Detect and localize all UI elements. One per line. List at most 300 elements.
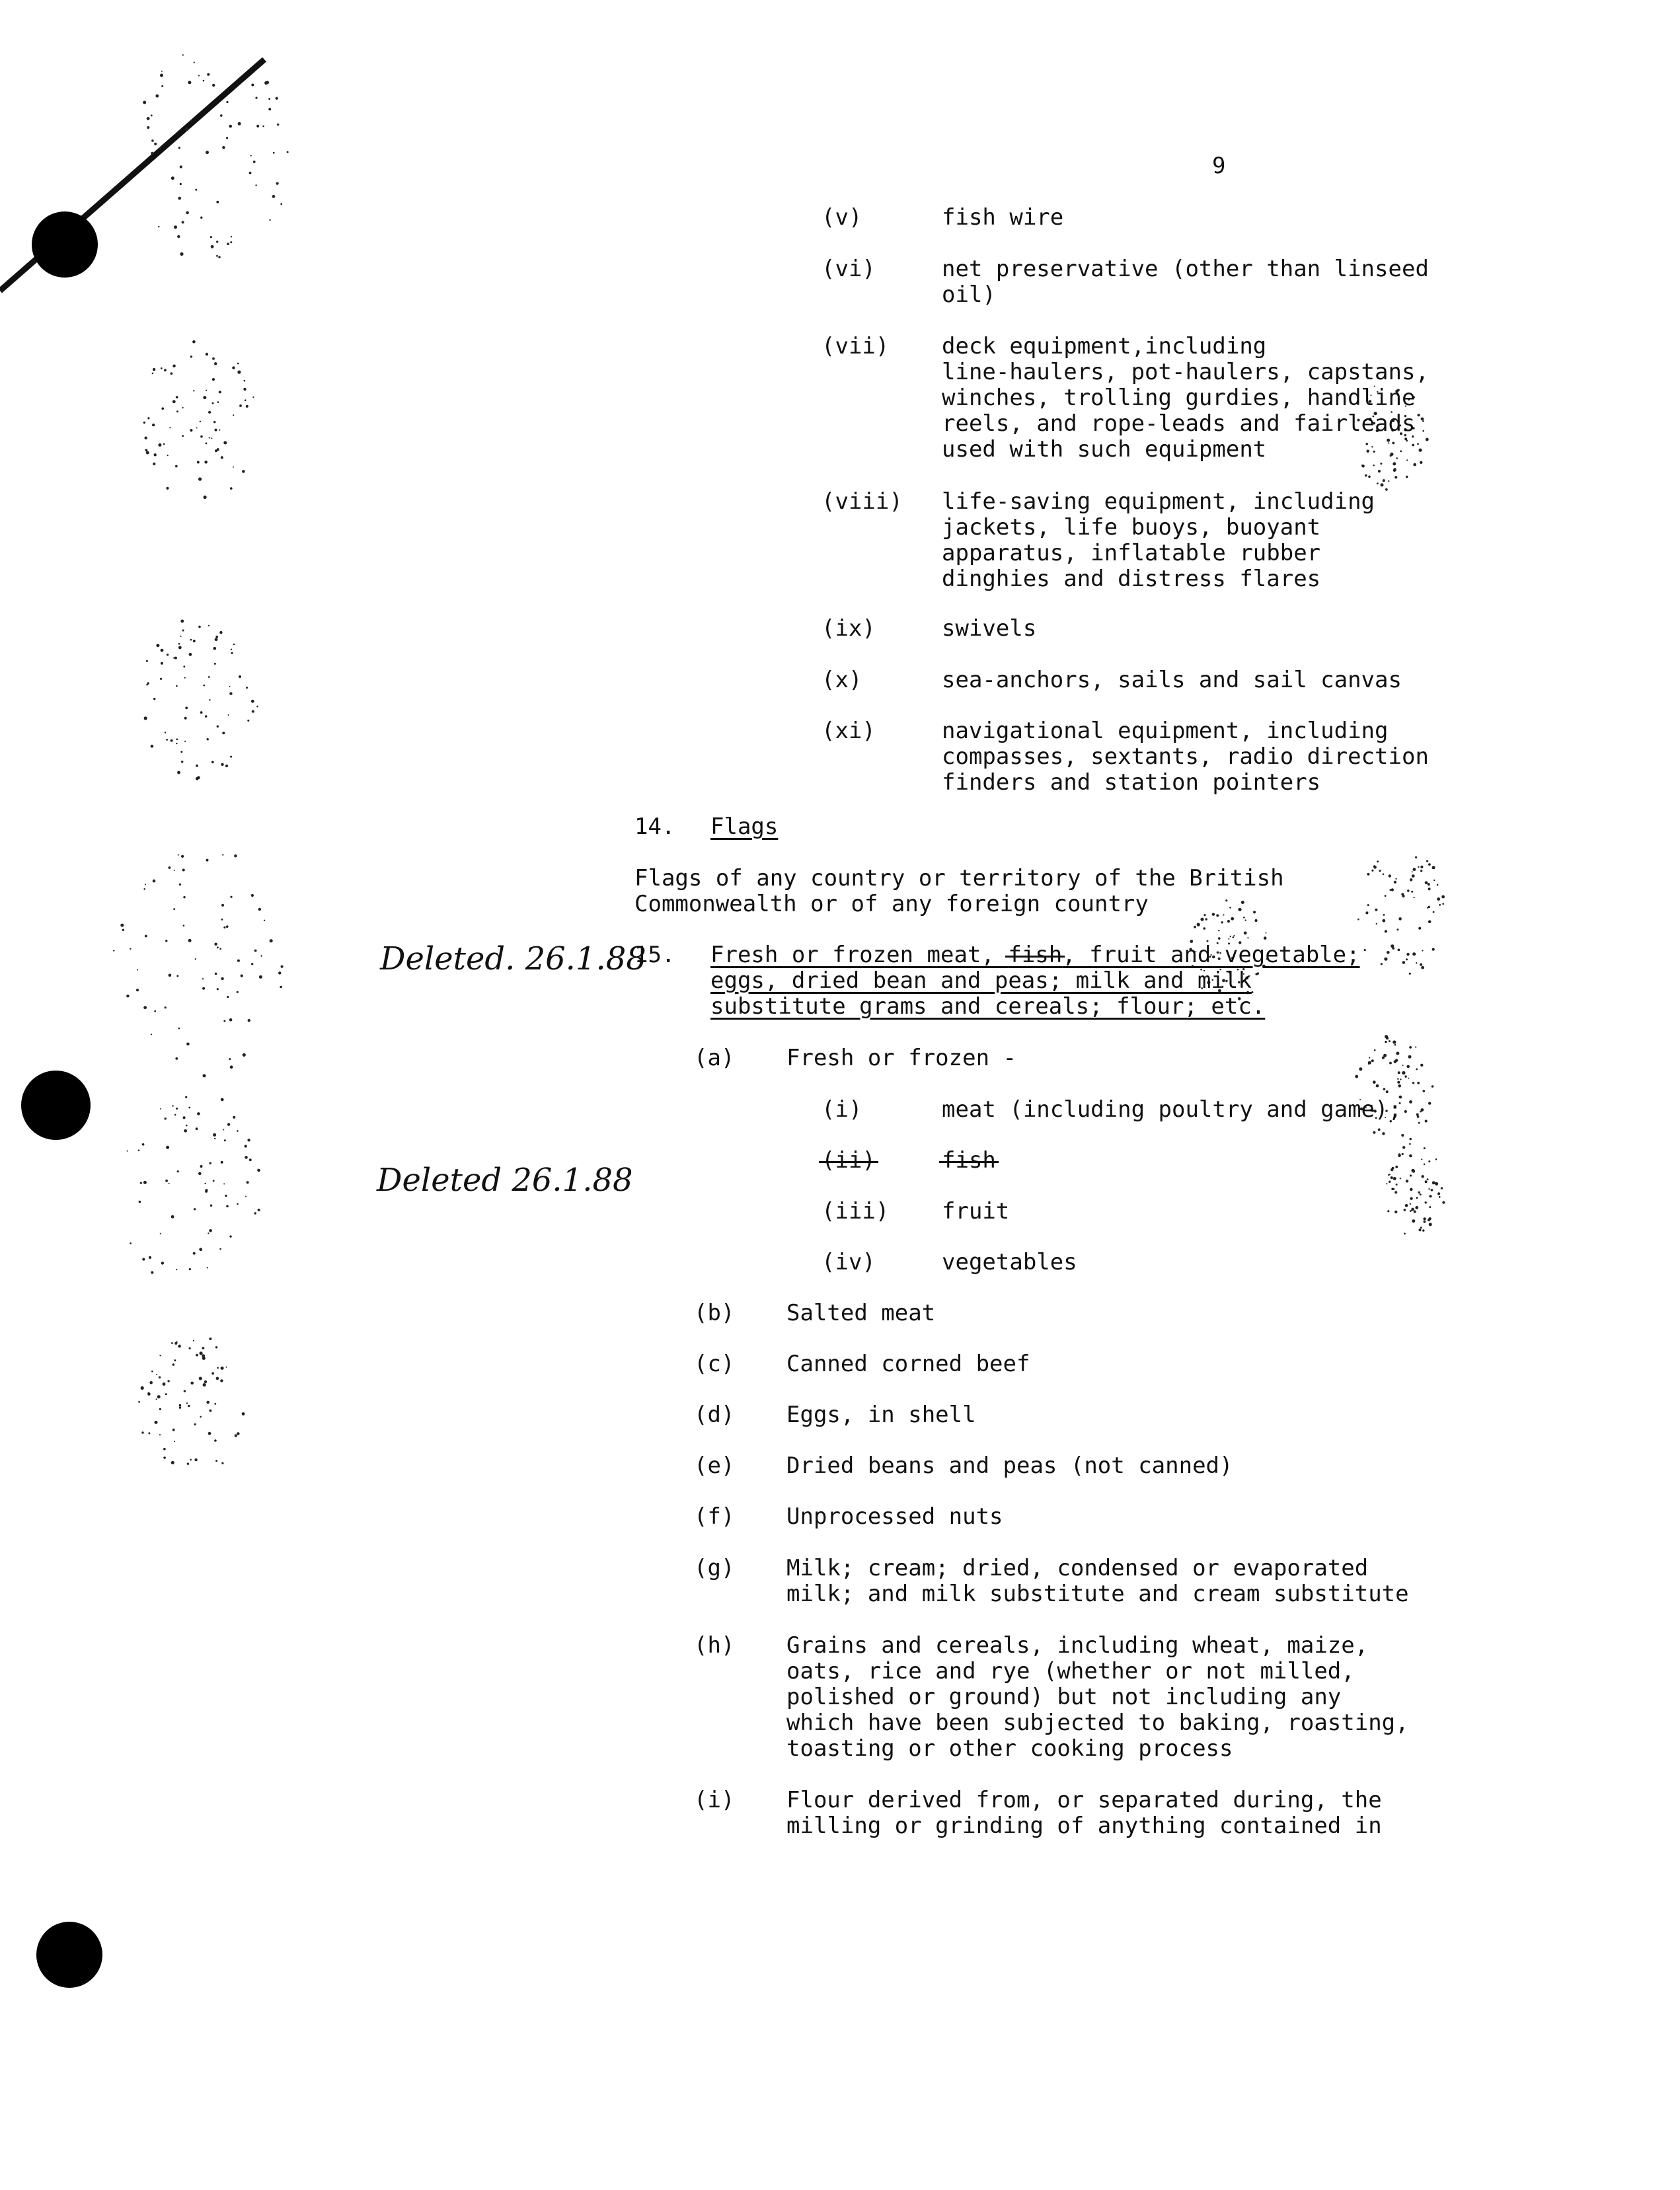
noise-speck [193,1340,194,1341]
noise-speck [1410,878,1412,881]
noise-speck [1425,1120,1428,1123]
noise-speck [1357,919,1359,921]
noise-speck [1227,920,1230,923]
noise-speck [221,1462,223,1464]
noise-speck [215,973,217,975]
item-text-line [942,1148,996,1174]
noise-speck [1398,1154,1401,1157]
noise-speck [217,726,219,728]
noise-speck [1428,1160,1430,1162]
noise-speck [272,195,276,198]
noise-speck [1257,972,1259,974]
noise-speck [229,692,232,695]
noise-speck [1391,888,1394,891]
noise-speck [1433,880,1435,881]
noise-speck [195,958,196,960]
noise-speck [1410,1188,1413,1191]
noise-speck [225,765,228,767]
noise-speck [1406,439,1408,441]
noise-speck [161,1262,164,1264]
noise-speck [1409,1100,1412,1104]
noise-speck [172,365,175,367]
noise-speck [169,974,172,977]
noise-speck [1394,1191,1397,1193]
noise-speck [243,1053,246,1057]
noise-speck [198,626,201,628]
noise-speck [1426,860,1428,862]
item-label: (f) [694,1503,735,1530]
noise-speck [159,1434,161,1435]
noise-speck [1441,1187,1443,1189]
noise-speck [137,969,138,971]
noise-speck [1420,1111,1422,1113]
noise-speck [1243,917,1245,919]
noise-speck [214,1403,216,1405]
noise-speck [1419,449,1422,452]
noise-speck [165,732,166,733]
noise-speck [171,176,174,180]
noise-speck [202,1354,205,1357]
noise-speck [1384,958,1387,961]
noise-speck [172,1105,173,1106]
noise-speck [158,443,161,447]
noise-speck [1404,1232,1406,1234]
noise-speck [227,996,229,998]
noise-speck [146,684,148,686]
noise-speck [1402,1146,1405,1149]
noise-speck [1428,921,1432,924]
noise-speck [190,639,192,641]
noise-speck [1389,1040,1391,1042]
noise-speck [1225,899,1227,901]
noise-speck [154,143,157,145]
noise-speck [278,971,281,974]
noise-speck [239,675,241,678]
noise-speck [171,372,173,375]
noise-speck [208,676,210,678]
noise-speck [1218,937,1221,940]
noise-speck [178,646,182,650]
noise-speck [211,1372,214,1375]
noise-speck [256,706,258,708]
item-text-line: swivels [942,615,1037,642]
noise-speck [176,975,178,977]
noise-speck [153,698,155,700]
noise-speck [161,367,163,369]
noise-speck [1396,457,1398,459]
noise-speck [259,975,262,979]
noise-speck [136,989,139,991]
noise-speck [208,1232,209,1234]
noise-speck [177,1170,179,1172]
noise-speck [151,152,153,155]
noise-speck [187,1462,189,1464]
noise-speck [165,940,167,942]
noise-speck [172,1363,175,1366]
noise-speck [1420,1227,1422,1228]
noise-speck [1391,1176,1393,1179]
noise-speck [247,1181,249,1184]
item-text-line: Salted meat [786,1300,936,1326]
noise-speck [183,665,185,667]
noise-speck [194,1423,196,1425]
noise-speck [217,401,219,403]
noise-speck [181,855,184,858]
noise-speck [237,1203,239,1205]
noise-speck [1418,414,1420,416]
noise-speck [1368,1063,1369,1065]
noise-speck [171,739,173,742]
noise-speck [186,1125,188,1127]
noise-speck [1415,1206,1418,1209]
noise-speck [194,61,195,63]
noise-speck [198,477,202,480]
noise-speck [178,147,180,149]
noise-speck [215,429,217,432]
noise-speck [215,1460,217,1462]
noise-speck [175,465,178,468]
noise-speck [154,1010,156,1012]
noise-speck [206,390,207,391]
noise-speck [174,225,177,229]
noise-speck [203,396,206,399]
noise-speck [1365,911,1368,914]
noise-speck [143,422,145,424]
noise-speck [173,908,175,910]
noise-speck [1381,963,1383,965]
section-15-heading-line: eggs, dried bean and peas; milk and milk [710,967,1252,994]
noise-speck [156,644,159,647]
noise-speck [270,939,273,942]
noise-speck [193,1252,196,1255]
noise-speck [217,988,219,990]
noise-speck [214,362,217,365]
noise-speck [1212,913,1215,916]
noise-speck [1439,1196,1441,1198]
noise-speck [246,405,248,408]
noise-speck [189,1268,191,1270]
noise-speck [1393,1040,1396,1043]
noise-speck [1428,863,1431,866]
noise-speck [230,487,233,490]
noise-speck [221,904,224,907]
noise-speck [190,1382,194,1385]
noise-speck [217,448,219,451]
noise-speck [1396,1184,1398,1186]
noise-speck [242,470,245,473]
noise-speck [178,197,181,200]
noise-speck [1425,881,1428,884]
noise-speck [122,929,124,931]
noise-speck [237,1130,239,1132]
noise-speck [226,1205,229,1208]
noise-speck [1359,1067,1362,1071]
noise-speck [151,1271,153,1274]
noise-speck [144,716,147,720]
noise-speck [227,1123,230,1125]
noise-speck [1418,1122,1420,1124]
item-text-line: oats, rice and rye (whether or not milled, [786,1658,1355,1684]
noise-speck [1373,451,1375,453]
noise-speck [165,1393,167,1395]
noise-speck [186,1402,188,1404]
noise-speck [217,946,219,948]
noise-speck [221,1098,224,1102]
noise-speck [1410,1203,1411,1205]
noise-speck [141,1386,144,1390]
noise-speck [147,117,150,120]
noise-speck [174,657,177,660]
noise-speck [143,1181,147,1184]
noise-speck [1435,1158,1437,1160]
noise-speck [166,487,169,490]
noise-speck [203,1074,206,1077]
noise-speck [237,960,240,962]
noise-speck [180,165,182,168]
noise-speck [248,1019,250,1022]
section-15-heading-line: substitute grams and cereals; flour; etc. [710,993,1266,1020]
noise-speck [234,854,237,857]
noise-speck [1398,1071,1400,1074]
item-label: (i) [694,1787,735,1813]
noise-speck [256,125,259,128]
noise-speck [182,407,184,408]
noise-speck [165,1117,167,1119]
noise-speck [264,81,268,85]
noise-speck [1383,479,1385,482]
noise-speck [1231,917,1234,921]
noise-speck [229,1058,231,1060]
noise-speck [1241,901,1244,904]
noise-speck [204,1380,207,1383]
noise-speck [120,924,124,927]
noise-speck [1442,1201,1445,1204]
noise-speck [197,461,200,464]
noise-speck [169,866,171,869]
noise-speck [146,660,148,662]
noise-speck [1425,1201,1427,1203]
item-text-line: jackets, life buoys, buoyant [942,514,1321,541]
noise-speck [276,97,278,100]
noise-speck [1406,1180,1408,1182]
noise-speck [1388,480,1389,482]
noise-speck [1367,904,1369,906]
item-text-line: milling or grinding of anything contained in [786,1813,1382,1839]
noise-speck [160,1233,161,1234]
noise-speck [246,687,248,689]
noise-speck [253,161,256,163]
noise-speck [151,114,153,116]
noise-speck [1410,1197,1412,1200]
noise-speck [1393,1188,1394,1190]
noise-speck [268,98,270,100]
noise-speck [1197,923,1200,926]
noise-speck [1437,897,1440,901]
noise-speck [1380,463,1382,465]
noise-speck [1406,953,1409,956]
binder-hole [32,211,98,278]
noise-speck [171,1215,174,1219]
noise-speck [1221,921,1223,923]
noise-speck [220,1379,223,1382]
noise-speck [1429,1206,1431,1208]
noise-speck [202,978,204,979]
noise-speck [1376,1084,1379,1088]
noise-speck [197,1112,200,1115]
noise-speck [1205,918,1207,920]
noise-speck [148,1432,150,1434]
noise-speck [1398,1084,1401,1088]
noise-speck [287,151,289,153]
noise-speck [229,125,232,128]
noise-speck [1411,1208,1414,1211]
noise-speck [145,935,147,938]
noise-speck [218,256,220,258]
noise-speck [1238,908,1241,911]
struck-word: fish [1008,942,1063,968]
item-text-line: finders and station pointers [942,769,1321,796]
noise-speck [184,741,186,742]
noise-speck [1433,911,1435,913]
noise-speck [211,437,212,439]
noise-speck [1377,482,1379,484]
section-15-number: 15. [634,942,675,968]
noise-speck [216,255,218,257]
noise-speck [1429,1195,1432,1197]
noise-speck [1371,870,1373,872]
noise-speck [1424,1221,1426,1223]
section-14-body-line: Commonwealth or of any foreign country [634,891,1149,917]
noise-speck [1376,923,1377,925]
noise-speck [174,1342,177,1345]
noise-speck [1364,949,1366,951]
noise-speck [1408,1055,1412,1059]
noise-speck [210,1205,212,1207]
noise-speck [1382,1132,1385,1135]
noise-speck [214,663,216,665]
noise-speck [206,353,208,356]
item-text-line: Flour derived from, or separated during, the [786,1787,1382,1813]
noise-speck [245,1196,247,1197]
noise-speck [1266,932,1267,934]
noise-speck [1228,938,1229,940]
noise-speck [237,991,239,993]
item-text-line: dinghies and distress flares [942,566,1321,592]
item-label: (e) [694,1453,735,1479]
noise-speck [1421,966,1424,969]
noise-speck [1398,917,1402,921]
noise-speck [212,84,215,87]
noise-speck [1420,963,1422,966]
noise-speck [167,455,169,456]
noise-speck [167,1380,169,1382]
noise-speck [147,417,149,419]
noise-speck [1395,1059,1398,1061]
noise-speck [1402,1071,1405,1075]
noise-speck [1404,1110,1407,1113]
noise-speck [233,644,235,646]
noise-speck [1410,1210,1412,1212]
item-text: Fresh or frozen - [786,1045,1016,1071]
page-number: 9 [1212,153,1226,179]
noise-speck [1442,903,1444,905]
noise-speck [1412,1219,1415,1223]
noise-speck [184,1129,187,1133]
noise-speck [1385,930,1387,932]
noise-speck [1417,1082,1420,1084]
noise-speck [245,1156,248,1159]
noise-speck [258,908,261,911]
item-number: (xi) [821,718,876,744]
noise-speck [245,399,247,401]
noise-speck [1395,1166,1398,1168]
noise-speck [222,732,225,734]
noise-speck [229,1018,233,1022]
noise-speck [258,1209,260,1211]
item-label: (a) [694,1045,735,1071]
noise-speck [159,147,161,149]
noise-speck [1402,1065,1404,1066]
noise-speck [237,363,239,365]
noise-speck [196,765,198,767]
noise-speck [174,1359,176,1361]
noise-speck [200,421,201,422]
item-label: (b) [694,1300,735,1326]
noise-speck [1428,906,1430,908]
noise-speck [219,430,220,431]
noise-speck [209,1338,211,1340]
noise-speck [202,987,205,990]
noise-speck [1387,1210,1389,1212]
noise-speck [214,1138,215,1139]
item-number: (vi) [821,256,876,282]
noise-speck [1417,443,1419,445]
noise-speck [1401,1134,1404,1137]
noise-speck [214,1439,217,1442]
noise-speck [210,1162,211,1164]
noise-speck [1390,453,1393,456]
item-label: (h) [694,1632,735,1659]
noise-speck [1223,914,1224,915]
noise-speck [257,1169,260,1172]
noise-speck [176,738,178,740]
noise-speck [159,1377,161,1378]
noise-speck [195,189,197,191]
noise-speck [1373,1080,1376,1084]
noise-speck [1407,889,1410,892]
noise-speck [159,1355,161,1356]
noise-speck [176,396,178,398]
noise-speck [196,428,198,429]
noise-speck [190,429,192,432]
noise-speck [160,1108,161,1110]
item-text-line: Eggs, in shell [786,1402,976,1428]
noise-speck [186,211,189,215]
noise-speck [169,1183,170,1184]
noise-speck [247,1139,250,1141]
noise-speck [1406,958,1408,960]
noise-speck [200,1165,203,1168]
noise-speck [1422,430,1424,432]
noise-speck [216,201,219,204]
section-14-heading: Flags [710,813,779,840]
noise-speck [277,124,279,126]
noise-speck [1362,465,1365,467]
noise-speck [148,1392,149,1394]
noise-speck [199,1248,202,1251]
noise-speck [251,963,253,965]
noise-speck [1424,1147,1426,1149]
